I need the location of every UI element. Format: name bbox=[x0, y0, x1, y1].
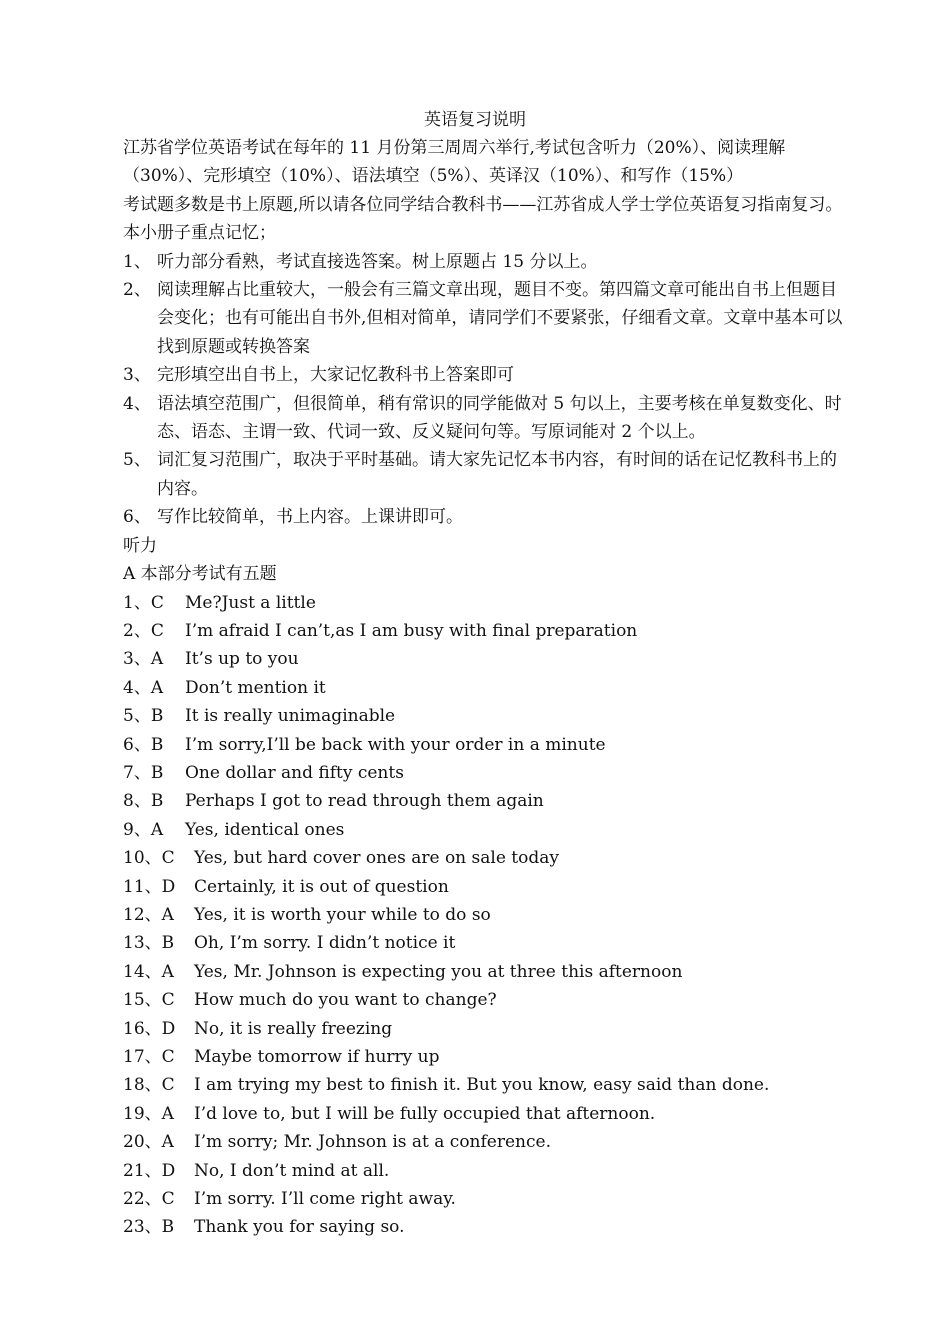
note-item bbox=[123, 276, 853, 361]
answer-label: 21、D bbox=[123, 1160, 176, 1181]
note-item bbox=[123, 361, 853, 389]
note-text: 语法填空范围广，但很简单，稍有常识的同学能做对 5 句以上，主要考核在单复数变化、时态、语态、主谓一致、代词一致、反义疑问句等。写原词能对 2 个以上。 bbox=[157, 393, 842, 443]
answer-label: 18、C bbox=[123, 1075, 175, 1096]
answer-row bbox=[123, 873, 853, 901]
answer-row bbox=[123, 1157, 853, 1185]
answer-text: I’m afraid I can’t,as I am busy with final preparation bbox=[185, 620, 638, 641]
answer-text: Yes, identical ones bbox=[185, 819, 345, 840]
answer-label: 19、A bbox=[123, 1103, 174, 1124]
intro-paragraph-exam-info: 江苏省学位英语考试在每年的 11 月份第三周周六举行,考试包含听力（20%）、阅读理解（30%）、完形填空（10%）、语法填空（5%）、英译汉（10%）、和写作（15%） bbox=[123, 138, 786, 187]
answer-label: 1、C bbox=[123, 592, 164, 613]
answer-row bbox=[123, 901, 853, 929]
answer-label: 10、C bbox=[123, 848, 175, 869]
answer-label: 4、A bbox=[123, 677, 164, 698]
answer-text: Me?Just a little bbox=[185, 592, 316, 613]
answer-text: Don’t mention it bbox=[185, 677, 326, 698]
answer-text: I am trying my best to finish it. But you know, easy said than done. bbox=[194, 1075, 770, 1096]
note-number: 2、 bbox=[123, 280, 151, 301]
answer-row bbox=[123, 929, 853, 957]
answer-text: No, it is really freezing bbox=[194, 1018, 393, 1039]
answer-row bbox=[123, 986, 853, 1014]
answer-text: Yes, but hard cover ones are on sale today bbox=[194, 848, 559, 869]
answer-row bbox=[123, 617, 853, 645]
answer-text: I’m sorry,I’ll be back with your order in a minute bbox=[185, 734, 606, 755]
answer-label: 7、B bbox=[123, 762, 164, 783]
note-number: 3、 bbox=[123, 365, 151, 386]
answer-label: 11、D bbox=[123, 876, 176, 897]
answer-label: 22、C bbox=[123, 1189, 175, 1210]
note-text: 写作比较简单，书上内容。上课讲即可。 bbox=[157, 507, 463, 528]
answer-row bbox=[123, 1128, 853, 1156]
answer-text: How much do you want to change? bbox=[194, 990, 497, 1011]
answer-label: 13、B bbox=[123, 933, 175, 954]
note-number: 4、 bbox=[123, 393, 151, 414]
note-text: 听力部分看熟，考试直接选答案。树上原题占 15 分以上。 bbox=[157, 251, 598, 272]
note-number: 1、 bbox=[123, 251, 151, 272]
answer-label: 17、C bbox=[123, 1047, 175, 1067]
answer-row bbox=[123, 645, 853, 673]
note-item bbox=[123, 390, 853, 447]
answer-row bbox=[123, 759, 853, 787]
answer-label: 3、A bbox=[123, 649, 164, 670]
note-item bbox=[123, 503, 853, 531]
answer-label: 2、C bbox=[123, 620, 164, 641]
answer-row bbox=[123, 1185, 853, 1213]
answer-label: 12、A bbox=[123, 904, 174, 925]
answer-text: It’s up to you bbox=[185, 649, 299, 670]
answer-text: I’m sorry. I’ll come right away. bbox=[194, 1189, 456, 1210]
answer-row bbox=[123, 844, 853, 872]
answer-label: 16、D bbox=[123, 1018, 176, 1039]
answer-label: 20、A bbox=[123, 1132, 174, 1153]
note-item bbox=[123, 446, 853, 503]
answer-label: 5、B bbox=[123, 706, 164, 727]
answer-row bbox=[123, 589, 853, 617]
note-number: 5、 bbox=[123, 450, 151, 471]
answer-text: One dollar and fifty cents bbox=[185, 762, 404, 783]
answers-list bbox=[123, 589, 853, 1242]
answer-text: It is really unimaginable bbox=[185, 706, 396, 727]
answer-row bbox=[123, 1015, 853, 1043]
answer-row bbox=[123, 1071, 853, 1099]
note-number: 6、 bbox=[123, 507, 151, 528]
section-title-listening: 听力 bbox=[123, 535, 157, 556]
answer-row bbox=[123, 816, 853, 844]
answer-row bbox=[123, 1043, 853, 1071]
answer-row bbox=[123, 1100, 853, 1128]
answer-text: Thank you for saying so. bbox=[194, 1217, 405, 1238]
answer-row bbox=[123, 731, 853, 759]
answer-label: 14、A bbox=[123, 961, 174, 982]
answer-text: Oh, I’m sorry. I didn’t notice it bbox=[194, 933, 456, 954]
notes-list bbox=[123, 248, 853, 532]
answer-label: 15、C bbox=[123, 990, 175, 1011]
answer-row bbox=[123, 787, 853, 815]
answer-text: Yes, it is worth your while to do so bbox=[194, 904, 491, 925]
answer-text: No, I don’t mind at all. bbox=[194, 1160, 390, 1181]
answer-text: I’d love to, but I will be fully occupied that afternoon. bbox=[194, 1103, 656, 1124]
answer-label: 8、B bbox=[123, 791, 164, 812]
answer-row bbox=[123, 958, 853, 986]
note-item bbox=[123, 248, 853, 276]
answer-label: 6、B bbox=[123, 734, 164, 755]
note-text: 阅读理解占比重较大，一般会有三篇文章出现，题目不变。第四篇文章可能出自书上但题目会变化；也有可能出自书外,但相对简单，请同学们不要紧张，仔细看文章。文章中基本可以找到原题或转换答案 bbox=[157, 280, 843, 357]
note-text: 完形填空出自书上，大家记忆教科书上答案即可 bbox=[157, 365, 514, 386]
answer-text: Certainly, it is out of question bbox=[194, 876, 449, 897]
answer-label: 23、B bbox=[123, 1217, 175, 1238]
answer-text: I’m sorry; Mr. Johnson is at a conference. bbox=[194, 1132, 551, 1153]
answer-text: Perhaps I got to read through them again bbox=[185, 791, 544, 812]
answer-row bbox=[123, 702, 853, 730]
answer-text: Yes, Mr. Johnson is expecting you at three this afternoon bbox=[194, 961, 683, 982]
answer-text: Maybe tomorrow if hurry up bbox=[194, 1047, 440, 1067]
page-title: 英语复习说明 bbox=[424, 110, 526, 130]
intro-paragraph-textbook: 考试题多数是书上原题,所以请各位同学结合教科书——江苏省成人学士学位英语复习指南复习。本小册子重点记忆； bbox=[123, 194, 843, 244]
answer-row bbox=[123, 674, 853, 702]
answer-row bbox=[123, 1213, 853, 1241]
note-text: 词汇复习范围广，取决于平时基础。请大家先记忆本书内容，有时间的话在记忆教科书上的内容。 bbox=[157, 450, 837, 499]
document-body bbox=[123, 134, 853, 1242]
part-title: A 本部分考试有五题 bbox=[123, 564, 277, 585]
answer-label: 9、A bbox=[123, 819, 164, 840]
